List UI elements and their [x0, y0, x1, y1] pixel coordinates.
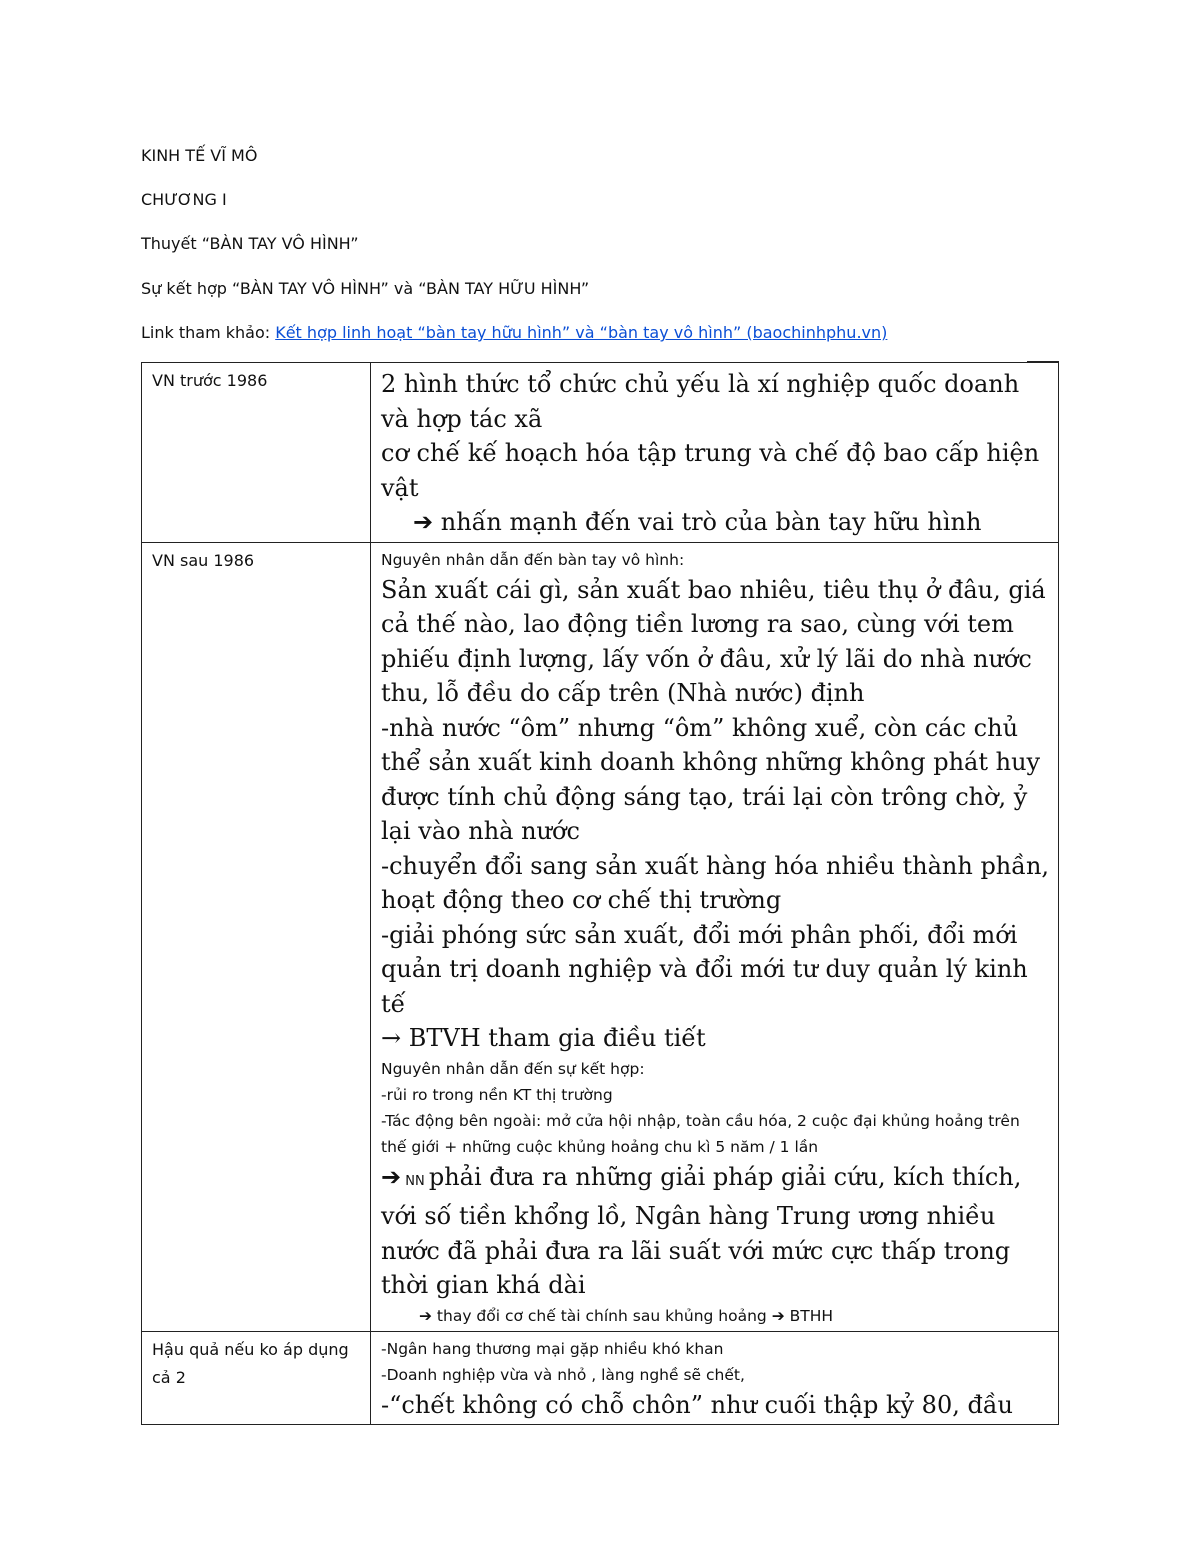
chapter-heading: CHƯƠNG I: [141, 190, 227, 209]
combo-item: -Tác động bên ngoài: mở cửa hội nhập, toàn cầu hóa, 2 cuộc đại khủng hoảng trên thế giới + những cuộc khủng hoảng chu kì 5 năm / 1 lần: [381, 1111, 1020, 1156]
final-end-text: BTHH: [784, 1306, 834, 1325]
content-text: -giải phóng sức sản xuất, đổi mới phân phối, đổi mới quản trị doanh nghiệp và đổi mới tư duy quản lý kinh tế: [381, 920, 1028, 1018]
row-content: [371, 1331, 1059, 1425]
document-title: KINH TẾ VĨ MÔ: [141, 146, 258, 165]
table-row: [142, 363, 1059, 543]
table-row: [142, 542, 1059, 1331]
arrow-icon: ➔: [413, 508, 434, 536]
content-text: cơ chế kế hoạch hóa tập trung và chế độ bao cấp hiện vật: [381, 439, 1040, 502]
cause-title: Nguyên nhân dẫn đến bàn tay vô hình:: [381, 550, 685, 569]
conclusion-line: [381, 505, 1050, 540]
row-content: [371, 542, 1059, 1331]
content-text: phải đưa ra những giải pháp giải cứu, kích thích, với số tiền khổng lồ, Ngân hàng Trung ương nhiều nước đã phải đưa ra lãi suất với mức cực thấp trong thời gian khá dài: [381, 1162, 1022, 1299]
table-row: [142, 1331, 1059, 1425]
content-text: 2 hình thức tổ chức chủ yếu là xí nghiệp quốc doanh và hợp tác xã: [381, 370, 1020, 433]
final-text: thay đổi cơ chế tài chính sau khủng hoảng: [432, 1306, 772, 1325]
row-label: Hậu quả nếu ko áp dụng cả 2: [142, 1331, 371, 1425]
content-text: -nhà nước “ôm” nhưng “ôm” không xuể, còn các chủ thể sản xuất kinh doanh không những không phát huy được tính chủ động sáng tạo, trái lại còn trông chờ, ỷ lại vào nhà nước: [381, 713, 1041, 845]
content-text: -chuyển đổi sang sản xuất hàng hóa nhiều thành phần, hoạt động theo cơ chế thị trường: [381, 851, 1050, 914]
comparison-table: [141, 362, 1059, 1425]
row-label: VN sau 1986: [142, 542, 371, 1331]
nn-abbrev: NN: [401, 1173, 429, 1189]
content-text: Sản xuất cái gì, sản xuất bao nhiêu, tiêu thụ ở đâu, giá cả thế nào, lao động tiền lương ra sao, cùng với tem phiếu định lượng, lấy vốn ở đâu, xử lý lãi do nhà nước thu, lỗ đều do cấp trên (Nhà nước) định: [381, 575, 1046, 707]
row-label: VN trước 1986: [142, 363, 371, 543]
conclusion-text: nhấn mạnh đến vai trò của bàn tay hữu hình: [433, 508, 982, 536]
content-text: -Ngân hang thương mại gặp nhiều khó khan: [381, 1339, 724, 1358]
arrow-icon: ➔: [771, 1306, 785, 1325]
content-text: -Doanh nghiệp vừa và nhỏ , làng nghề sẽ chết,: [381, 1365, 745, 1384]
reference-link[interactable]: Kết hợp linh hoạt “bàn tay hữu hình” và “bàn tay vô hình” (baochinhphu.vn): [275, 323, 888, 342]
reference-label: Link tham khảo:: [141, 323, 276, 342]
content-text: -“chết không có chỗ chôn” như cuối thập kỷ 80, đầu: [381, 1390, 1013, 1419]
nn-paragraph: [381, 1160, 1050, 1303]
combo-item: -rủi ro trong nền KT thị trường: [381, 1085, 613, 1104]
theory-heading: Thuyết “BÀN TAY VÔ HÌNH”: [141, 234, 359, 253]
combo-title: Nguyên nhân dẫn đến sự kết hợp:: [381, 1059, 645, 1078]
combination-heading: Sự kết hợp “BÀN TAY VÔ HÌNH” và “BÀN TAY HỮU HÌNH”: [141, 279, 590, 298]
btvh-line: → BTVH tham gia điều tiết: [381, 1024, 706, 1052]
arrow-icon: ➔: [381, 1162, 402, 1191]
final-line: [381, 1303, 1050, 1329]
reference-line: [141, 323, 887, 342]
arrow-icon: ➔: [419, 1306, 432, 1325]
row-content: [371, 363, 1059, 543]
